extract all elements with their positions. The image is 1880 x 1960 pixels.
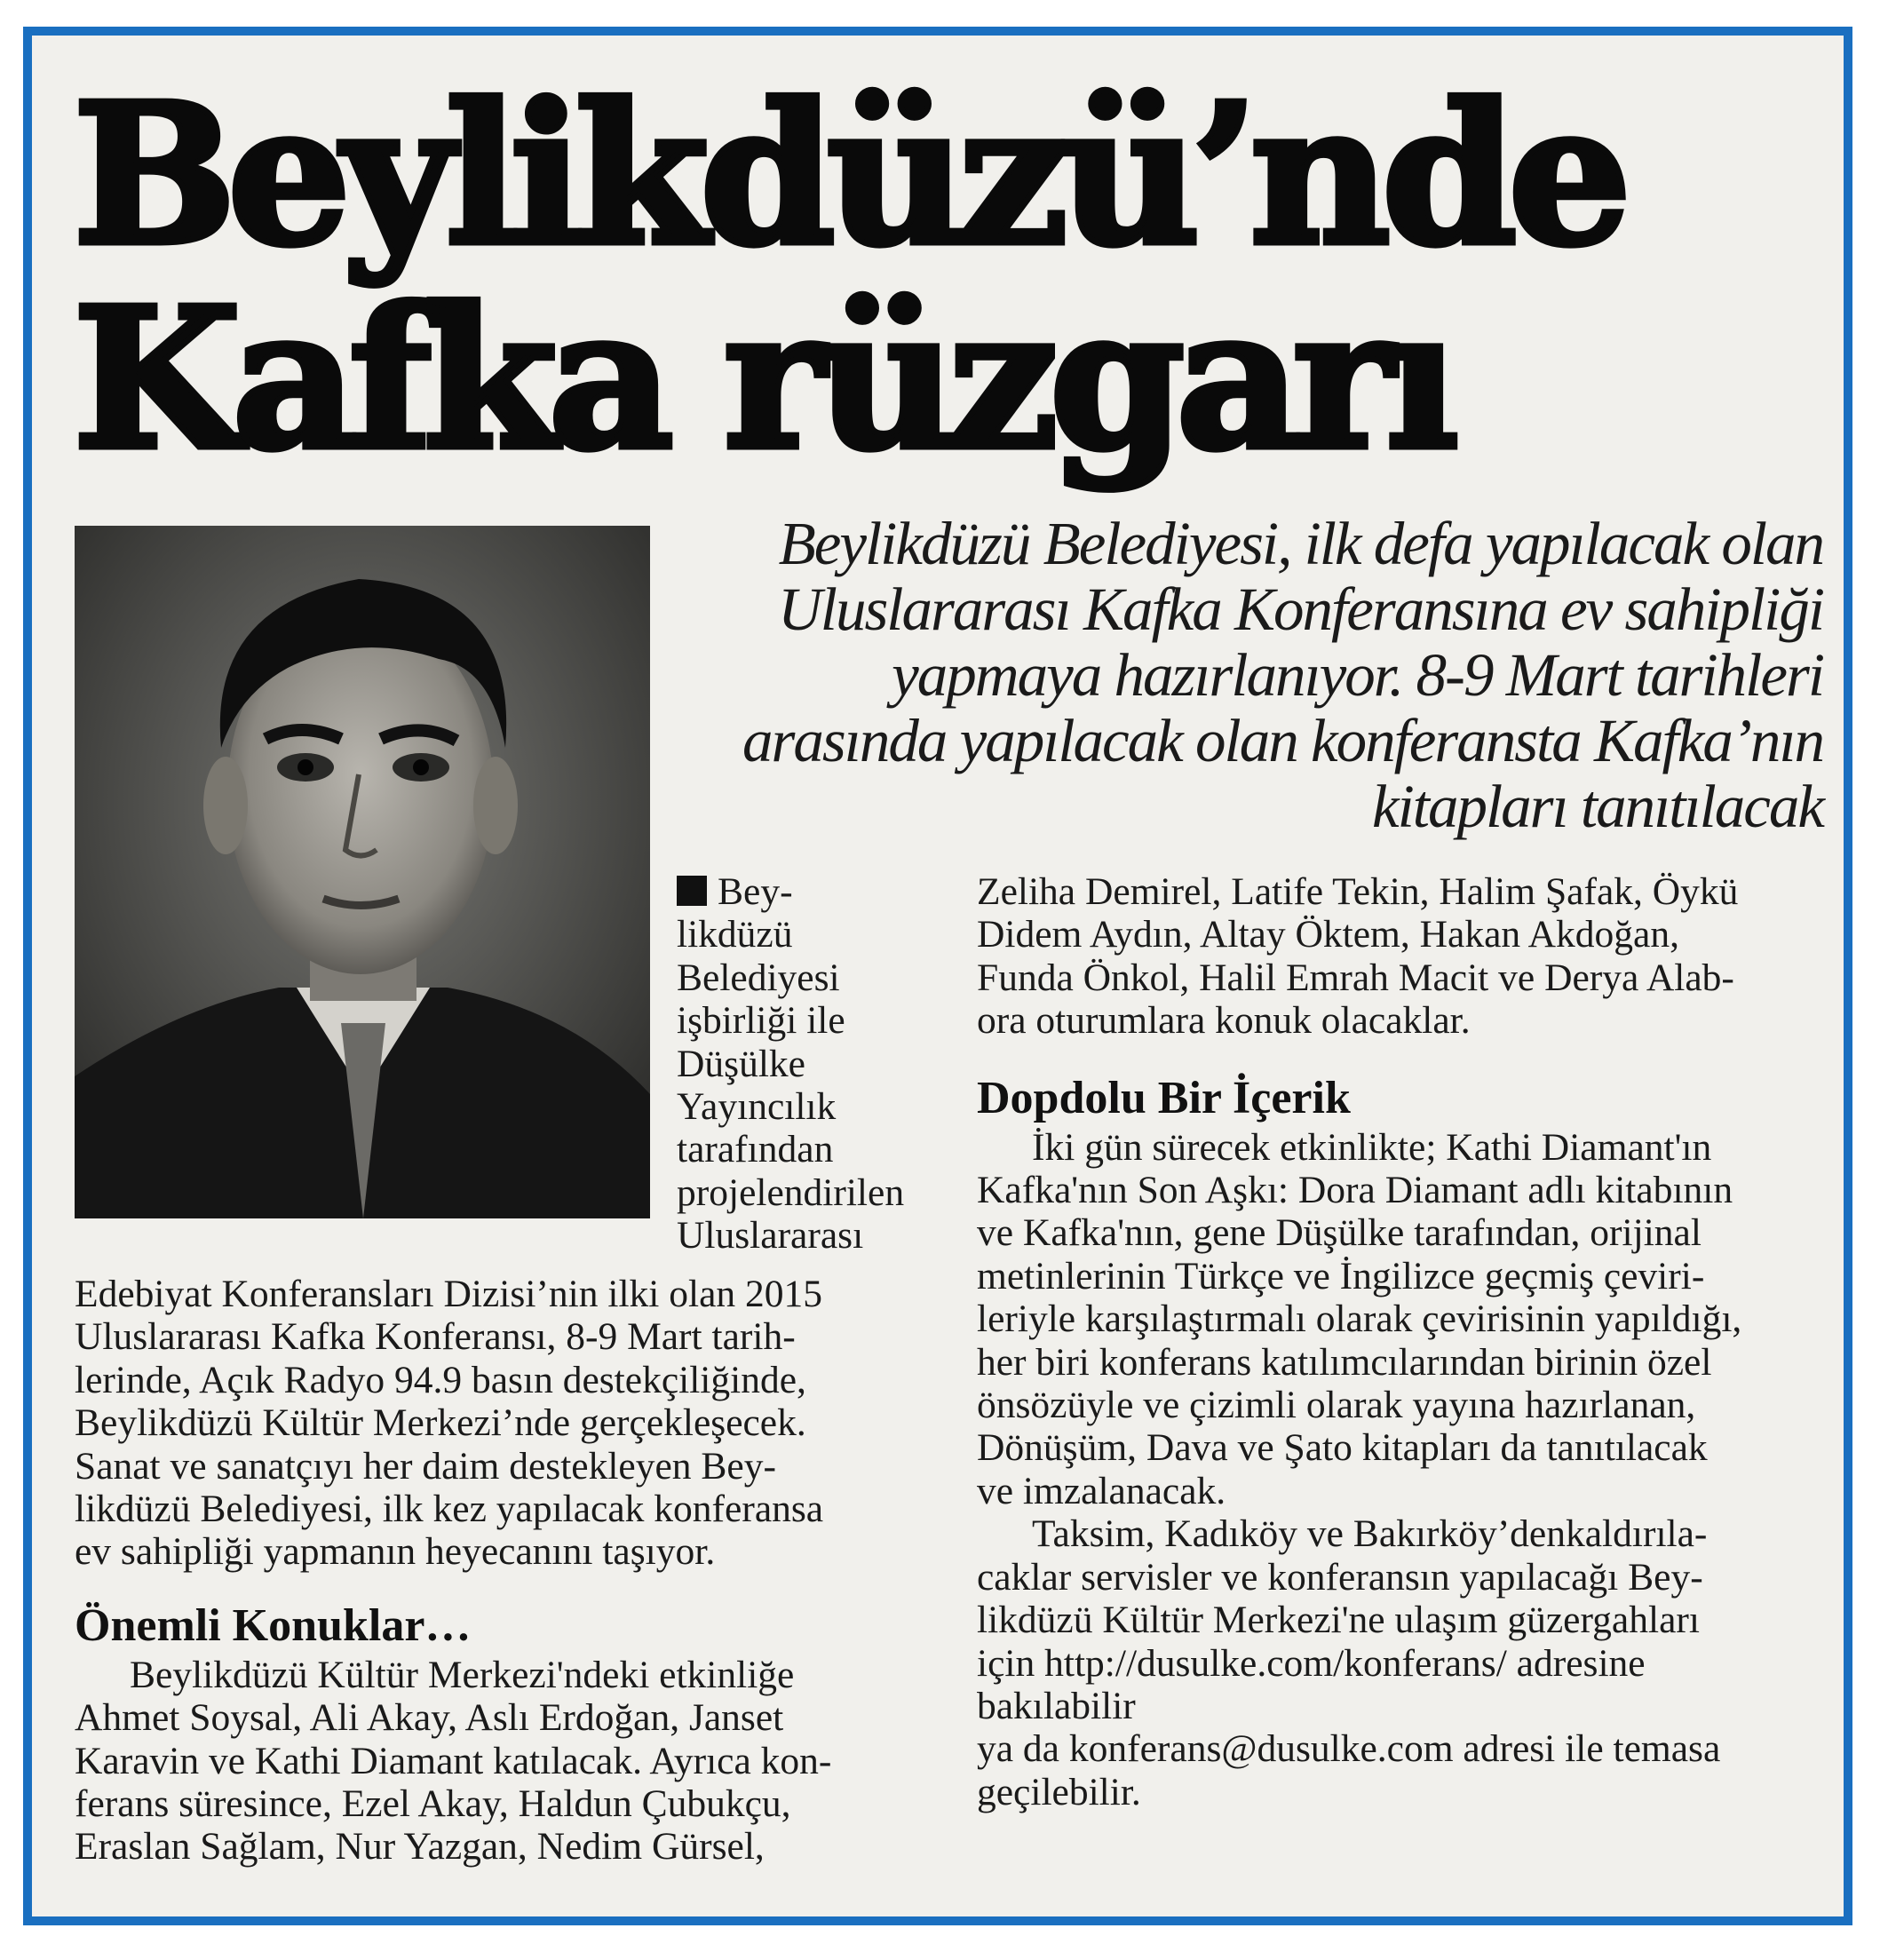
body-line: leriyle karşılaştırmalı olarak çevirisinin yapıldığı, <box>977 1297 1742 1341</box>
body-line: Uluslararası Kafka Konferansı, 8-9 Mart tarih- <box>75 1315 796 1359</box>
deck-line: Uluslararası Kafka Konferansına ev sahipliği <box>777 575 1823 643</box>
subhead-content: Dopdolu Bir İçerik <box>977 1072 1351 1123</box>
body-line: Bey- <box>718 870 793 913</box>
body-line: önsözüyle ve çizimli olarak yayına hazırlanan, <box>977 1384 1696 1427</box>
headline-line-1: Beylikdüzü’nde <box>73 61 1623 289</box>
body-line: Taksim, Kadıköy ve Bakırköy’denkaldırıla- <box>1032 1512 1708 1556</box>
body-line: Kafka'nın Son Aşkı: Dora Diamant adlı kitabının <box>977 1169 1733 1212</box>
body-line: Sanat ve sanatçıyı her daim destekleyen Bey- <box>75 1444 776 1488</box>
portrait-icon <box>75 526 650 1218</box>
square-bullet-icon <box>677 876 707 906</box>
body-line: Düşülke <box>677 1042 805 1085</box>
body-line: projelendirilen <box>677 1170 905 1214</box>
body-line: ve imzalanacak. <box>977 1469 1226 1512</box>
body-line: Belediyesi <box>677 956 840 999</box>
right-column <box>977 870 1829 1813</box>
body-line: İki gün sürecek etkinlikte; Kathi Diamant'ın <box>1032 1125 1712 1169</box>
body-line: tarafından <box>677 1128 834 1171</box>
body-line: likdüzü Belediyesi, ilk kez yapılacak konferansa <box>75 1488 824 1531</box>
body-line: Dönüşüm, Dava ve Şato kitapları da tanıtılacak <box>977 1426 1708 1470</box>
narrow-column <box>677 870 943 1258</box>
body-line: ora oturumlara konuk olacaklar. <box>977 999 1471 1043</box>
body-line: ve Kafka'nın, gene Düşülke tarafından, orijinal <box>977 1211 1702 1255</box>
body-line: metinlerinin Türkçe ve İngilizce geçmiş çeviri- <box>977 1254 1705 1297</box>
headline-line-2: Kafka rüzgarı <box>73 266 1451 493</box>
body-line: her biri konferans katılımcılarından birinin özel <box>977 1340 1712 1384</box>
subhead-guests: Önemli Konuklar… <box>75 1599 472 1651</box>
body-line: Didem Aydın, Altay Öktem, Hakan Akdoğan, <box>977 913 1679 956</box>
guests-continued-paragraph <box>977 870 1829 1043</box>
body-line: Eraslan Sağlam, Nur Yazgan, Nedim Gürsel, <box>75 1825 765 1869</box>
content-paragraph <box>977 1126 1829 1513</box>
body-line: Yayıncılık <box>677 1085 837 1129</box>
body-line: Ahmet Soysal, Ali Akay, Aslı Erdoğan, Janset <box>75 1696 784 1740</box>
deck-line: Beylikdüzü Belediyesi, ilk defa yapılacak olan <box>778 510 1823 577</box>
body-line: Beylikdüzü Kültür Merkezi’nde gerçekleşecek. <box>75 1401 806 1445</box>
transport-paragraph <box>977 1512 1829 1813</box>
body-line: geçilebilir. <box>977 1770 1141 1813</box>
body-line: bakılabilir <box>977 1684 1136 1727</box>
body-line: için http://dusulke.com/konferans/ adresine <box>977 1641 1646 1685</box>
body-line: Karavin ve Kathi Diamant katılacak. Ayrıca kon- <box>75 1739 832 1782</box>
body-line: ya da konferans@dusulke.com adresi ile temasa <box>977 1727 1721 1771</box>
body-line: likdüzü Kültür Merkezi'ne ulaşım güzergahları <box>977 1599 1700 1642</box>
left-column <box>75 1273 927 1869</box>
intro-paragraph <box>75 1273 927 1574</box>
body-line: Funda Önkol, Halil Emrah Macit ve Derya Alab- <box>977 956 1734 999</box>
body-line: işbirliği ile <box>677 999 845 1043</box>
deck-line: yapmaya hazırlanıyor. 8-9 Mart tarihleri <box>892 641 1823 709</box>
body-line: Beylikdüzü Kültür Merkezi'ndeki etkinliğe <box>130 1653 795 1696</box>
body-line: lerinde, Açık Radyo 94.9 basın destekçiliğinde, <box>75 1358 806 1401</box>
body-line: ferans süresince, Ezel Akay, Haldun Çubukçu, <box>75 1782 791 1826</box>
portrait-photo <box>75 526 650 1218</box>
body-line: Edebiyat Konferansları Dizisi’nin ilki olan 2015 <box>75 1273 823 1315</box>
body-line: likdüzü <box>677 913 793 956</box>
body-line: Uluslararası <box>677 1214 864 1258</box>
body-line: caklar servisler ve konferansın yapılacağı Bey- <box>977 1555 1703 1599</box>
deck-line: kitapları tanıtılacak <box>1371 773 1823 840</box>
guests-paragraph <box>75 1654 927 1869</box>
article-deck <box>651 511 1823 839</box>
deck-line: arasında yapılacak olan konferansta Kafka’nın <box>742 707 1823 774</box>
body-line: Zeliha Demirel, Latife Tekin, Halim Şafak, Öykü <box>977 870 1739 913</box>
body-line: ev sahipliği yapmanın heyecanını taşıyor. <box>75 1530 716 1574</box>
